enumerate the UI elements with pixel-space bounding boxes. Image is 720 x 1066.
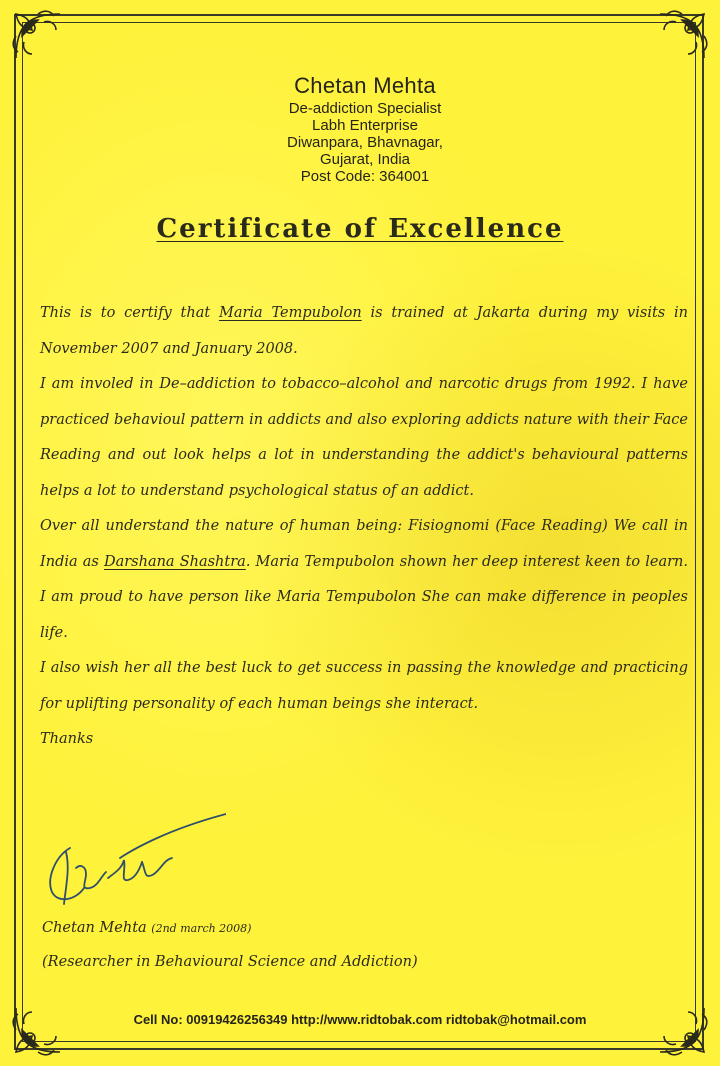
issuer-company: Labh Enterprise — [312, 117, 418, 134]
issuer-address-line1: Diwanpara, Bhavnagar, — [287, 134, 443, 151]
contact-footer: Cell No: 00919426256349 http://www.ridtobak.com ridtobak@hotmail.com — [133, 1012, 587, 1027]
signature-date: (2nd march 2008) — [151, 922, 252, 935]
paragraph-1-text: This is to certify that — [40, 305, 219, 321]
signatory-line — [42, 920, 251, 936]
paragraph-3 — [40, 509, 688, 651]
darshana-shashtra-term: Darshana Shashtra — [103, 553, 246, 570]
trainee-name: Maria Tempubolon — [218, 305, 362, 321]
closing-thanks: Thanks — [40, 731, 94, 747]
issuer-title: De-addiction Specialist — [288, 100, 442, 117]
issuer-address-line2: Gujarat, India — [319, 151, 411, 168]
paragraph-1-text-cont: is trained at Jakarta during my visits in November 2007 and January 2008. — [40, 305, 688, 357]
certificate-body — [40, 296, 688, 758]
ornament-corner-icon — [652, 6, 712, 66]
issuer-name: Chetan Mehta — [294, 73, 436, 98]
ornament-corner-icon — [652, 1000, 712, 1060]
paragraph-3-text: Over all understand the nature of human being: Fisiognomi (Face Reading) We call in India as — [40, 518, 688, 570]
paragraph-4: I also wish her all the best luck to get success in passing the knowledge and practicing for uplifting personality of each human beings she interact. — [40, 660, 688, 712]
ornament-corner-icon — [8, 6, 68, 66]
signatory-role: (Researcher in Behavioural Science and Addiction) — [42, 954, 418, 970]
paragraph-2: I am involed in De–addiction to tobacco–alcohol and narcotic drugs from 1992. I have practiced behavioul pattern in addicts and also exploring addicts nature with their Face Reading and out look helps a lot in understanding the addict's behavioural patterns helps a lot to understand psychological status of an addict. — [40, 376, 688, 499]
signatory-name: Chetan Mehta — [42, 920, 147, 936]
paragraph-1 — [40, 296, 688, 367]
handwritten-signature — [36, 808, 226, 918]
ornament-corner-icon — [8, 1000, 68, 1060]
paragraph-3-text-cont: . Maria Tempubolon shown her deep interest keen to learn. I am proud to have person like Maria Tempubolon She can make difference in peoples life. — [40, 553, 689, 641]
certificate-title: Certificate of Excellence — [156, 214, 564, 244]
letterhead — [200, 72, 530, 185]
issuer-postcode: Post Code: 364001 — [300, 168, 430, 185]
